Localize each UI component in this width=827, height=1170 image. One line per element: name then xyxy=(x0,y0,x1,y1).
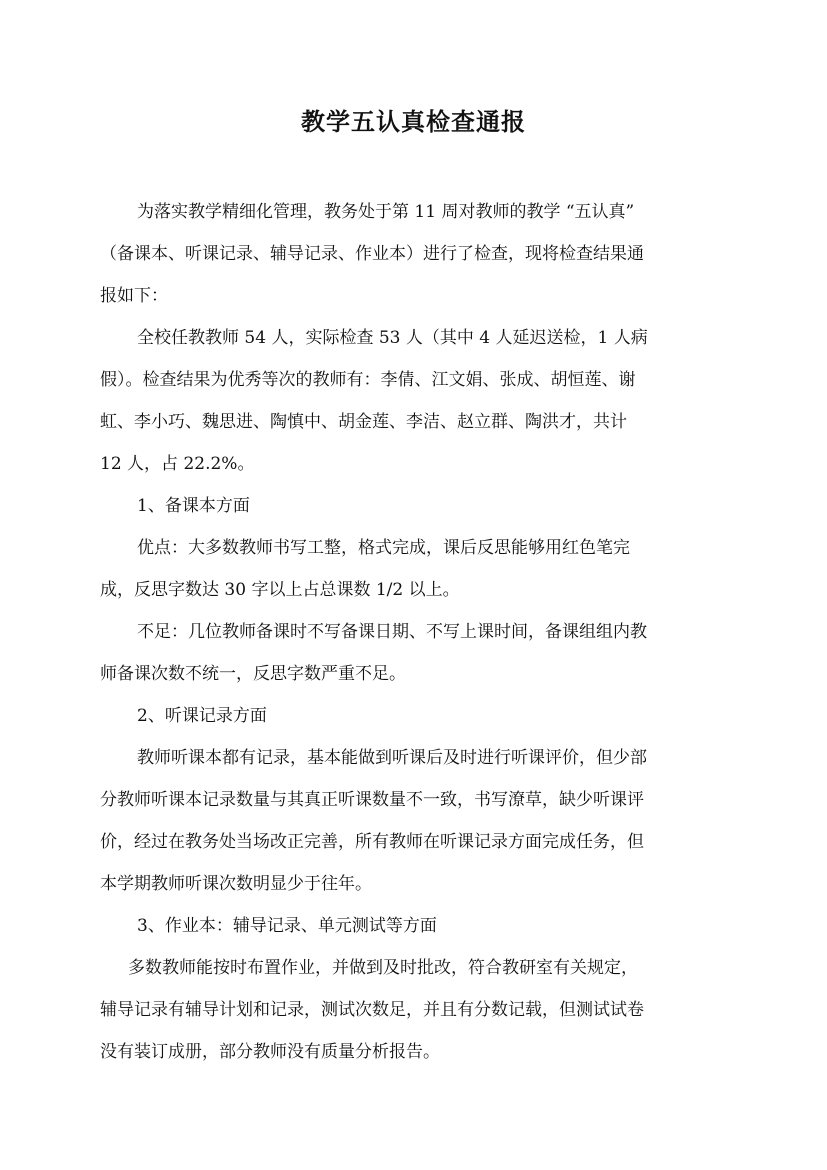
paragraph-line: 12 人，占 22.2%。 xyxy=(100,454,255,474)
section-heading: 1、备课本方面 xyxy=(137,496,250,516)
paragraph-line: 假）。检查结果为优秀等次的教师有：李倩、江文娟、张成、胡恒莲、谢 xyxy=(100,370,636,390)
paragraph-line: 为落实教学精细化管理，教务处于第 11 周对教师的教学 “五认真” xyxy=(137,202,635,222)
section-heading: 3、作业本：辅导记录、单元测试等方面 xyxy=(137,916,437,936)
paragraph-line: 虹、李小巧、魏思进、陶慎中、胡金莲、李洁、赵立群、陶洪才，共计 xyxy=(100,412,627,432)
document-title: 教学五认真检查通报 xyxy=(301,107,526,136)
section-heading: 2、听课记录方面 xyxy=(137,706,267,726)
paragraph-line: （备课本、听课记录、辅导记录、作业本）进行了检查，现将检查结果通 xyxy=(100,244,644,264)
paragraph-line: 价，经过在教务处当场改正完善，所有教师在听课记录方面完成任务，但 xyxy=(100,832,644,852)
paragraph-line: 教师听课本都有记录，基本能做到听课后及时进行听课评价，但少部 xyxy=(137,748,647,768)
paragraph-line: 多数教师能按时布置作业，并做到及时批改，符合教研室有关规定， xyxy=(128,958,638,978)
paragraph-line: 成，反思字数达 30 字以上占总课数 1/2 以上。 xyxy=(100,580,460,600)
paragraph-line: 辅导记录有辅导计划和记录，测试次数足，并且有分数记载，但测试试卷 xyxy=(100,1000,644,1020)
paragraph-line: 全校任教教师 54 人，实际检查 53 人（其中 4 人延迟送检，1 人病 xyxy=(137,328,648,348)
paragraph-line: 分教师听课本记录数量与其真正听课数量不一致，书写潦草，缺少听课评 xyxy=(100,790,644,810)
paragraph-line: 优点：大多数教师书写工整，格式完成，课后反思能够用红色笔完 xyxy=(137,538,630,558)
paragraph-line: 师备课次数不统一，反思字数严重不足。 xyxy=(100,664,406,684)
paragraph-line: 不足：几位教师备课时不写备课日期、不写上课时间，备课组组内教 xyxy=(137,622,647,642)
paragraph-line: 没有装订成册，部分教师没有质量分析报告。 xyxy=(100,1042,440,1062)
paragraph-line: 本学期教师听课次数明显少于往年。 xyxy=(100,874,372,894)
paragraph-line: 报如下： xyxy=(100,286,168,306)
